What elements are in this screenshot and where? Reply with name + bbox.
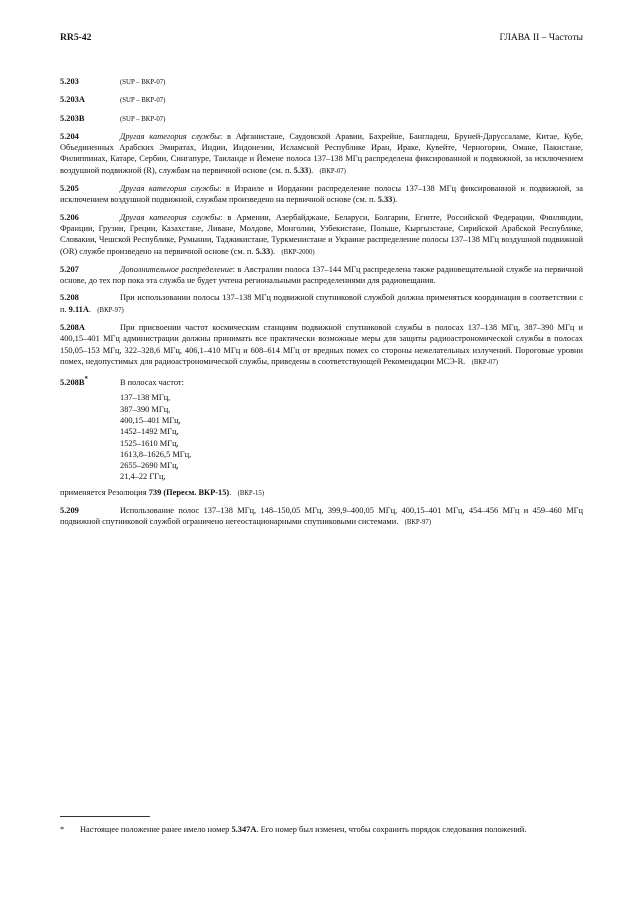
provision-number: 5.203	[60, 77, 79, 86]
provision-number: 5.206	[60, 212, 79, 222]
footnote-tail: . Его номер был изменен, чтобы сохранить порядок следования положений.	[256, 825, 527, 834]
resolution-ref: 739 (Пересм. ВКР-15)	[148, 487, 230, 497]
provision-number: 5.207	[60, 264, 79, 274]
provision-5-208a	[60, 322, 583, 368]
provision-ref: 5.33	[377, 195, 393, 205]
provision-5-204	[60, 131, 583, 177]
provision-5-209	[60, 505, 583, 529]
provision-5-208	[60, 292, 583, 316]
provision-ref: 9.11A	[68, 304, 89, 314]
provision-ref: 5.33	[255, 246, 271, 256]
page-content	[60, 76, 583, 535]
provision-text: : в Армении, Азербайджане, Беларуси, Болгарии, Египте, Российской Федерации, Финляндии, Франции, Грузии, Греции, Казахстане, Ливане, Молдове, Монголии, Узбекистане, Польше, Кыргызстане, Сирийской Арабской Республике, Словакии, Чешской Республике, Румынии, Таджикистане, Туркменистане и Украине распределение полосы 137–138 МГц воздушной подвижной (OR) службе произведено на первичной основе (см. п.	[60, 212, 583, 256]
provision-number: 5.208	[60, 293, 79, 303]
suppressed-note: (SUP – ВКР-07)	[120, 79, 166, 86]
revision-note: (ВКР-2000)	[281, 248, 315, 256]
provision-5-203b	[60, 113, 583, 125]
provision-label: Другая категория службы	[120, 184, 220, 194]
list-item: 2655–2690 МГц,	[120, 461, 179, 471]
provision-5-203a	[60, 94, 583, 106]
revision-note: (ВКР-97)	[97, 306, 124, 314]
provision-number	[60, 374, 120, 388]
list-item: 387–390 МГц,	[120, 404, 171, 414]
frequency-band-list	[120, 392, 583, 482]
provision-number: 5.205	[60, 184, 79, 194]
page-number: RR5-42	[60, 32, 92, 43]
suppressed-note: (SUP – ВКР-07)	[120, 115, 166, 123]
footnote-marker: *	[84, 376, 88, 384]
footnote-text: Настоящее положение ранее имело номер	[80, 825, 232, 834]
provision-text: При присвоении частот космическим станциям подвижной спутниковой службы в полосах 137–138 МГц, 387–390 МГц и 400,15–401 МГц администрации должны принимать все практически возможные меры для защиты радиоастрономической службы в полосах 150,05–153 МГц, 322–328,6 МГц, 406,1–410 МГц и 608–614 МГц от вредных помех со стороны нежелательных излучений. Пороговые уровни помех, недопустимых для радиоастрономической службы, приведены в соответствующей Рекомендации МСЭ-R.	[60, 323, 583, 366]
provision-label: Другая категория службы	[120, 212, 221, 222]
provision-text: При использовании полосы 137–138 МГц подвижной спутниковой службой должна применяться координация в соответствии с п.	[60, 293, 583, 314]
provision-text: : в Афганистане, Саудовской Аравии, Бахрейне, Бангладеш, Бруней-Даруссаламе, Китае, Кубе, Объединенных Арабских Эмиратах, Индии, Индонезии, Исламской Республике Иран, Ираке, Кувейте, Черногории, Омане, Пакистане, Филиппинах, Катаре, Сербии, Сингапуре, Таиланде и Йемене полоса 137–138 МГц распределена фиксированной и подвижной, за исключением воздушной подвижной (R), службам на первичной основе (см. п.	[60, 131, 584, 175]
provision-5-203	[60, 76, 583, 88]
provision-number: 5.203B	[60, 113, 85, 123]
revision-note: (ВКР-07)	[319, 167, 346, 175]
provision-number-text: 5.208B	[60, 378, 85, 388]
applies-text: применяется Резолюция	[60, 487, 149, 497]
provision-tail: .	[229, 487, 232, 497]
provision-number: 5.203A	[60, 95, 85, 105]
chapter-title: ГЛАВА II – Частоты	[499, 32, 583, 43]
revision-note: (ВКР-07)	[471, 358, 498, 366]
list-item: 1525–1610 МГц,	[120, 438, 179, 448]
revision-note: (ВКР-15)	[237, 489, 265, 497]
provision-text: : в Австралии полоса 137–144 МГц распределена также радиовещательной службе на первичной основе, до тех пор пока эта служба не будет учтена региональными распределениями для радиовещания.	[60, 264, 583, 286]
list-item: 21,4–22 ГГц,	[120, 472, 166, 482]
provision-5-205	[60, 183, 583, 206]
provision-ref: 5.33	[293, 165, 309, 175]
provision-text: : в Израиле и Иордании распределение полосы 137–138 МГц фиксированной и подвижной, за исключением воздушной подвижной, службам произведено на первичной основе (см. п.	[60, 184, 583, 205]
page-header	[60, 32, 583, 46]
provision-5-207	[60, 264, 583, 287]
revision-note: (ВКР-97)	[404, 519, 432, 527]
provision-text: Использование полос 137–138 МГц, 148–150,05 МГц, 399,9–400,05 МГц, 400,15–401 МГц, 454–456 МГц и 459–460 МГц подвижной спутниковой службой ограничено негеостационарными спутниковыми системами.	[60, 506, 583, 527]
footnote-ref: 5.347A	[231, 825, 257, 834]
provision-5-208b	[60, 374, 583, 499]
provision-5-206	[60, 212, 583, 258]
provision-number: 5.209	[60, 506, 79, 515]
suppressed-note: (SUP – ВКР-07)	[120, 97, 166, 105]
provision-tail: .	[88, 304, 92, 314]
provision-tail: ).	[392, 195, 398, 205]
list-item: 1613,8–1626,5 МГц,	[120, 449, 192, 459]
provision-tail: ).	[270, 246, 276, 256]
provision-tail: ).	[308, 165, 314, 175]
provision-number: 5.204	[60, 131, 79, 141]
provision-label: Другая категория службы	[120, 131, 220, 141]
provision-intro: В полосах частот:	[120, 378, 184, 388]
list-item: 137–138 МГц,	[120, 393, 171, 403]
list-item: 1452–1492 МГц,	[120, 427, 179, 437]
provision-number: 5.208A	[60, 323, 85, 333]
provision-label: Дополнительное распределение	[120, 264, 233, 274]
footnote	[60, 824, 583, 835]
list-item: 400,15–401 МГц,	[120, 415, 181, 425]
footnote-marker: *	[60, 825, 65, 834]
footnote-separator	[60, 816, 150, 817]
